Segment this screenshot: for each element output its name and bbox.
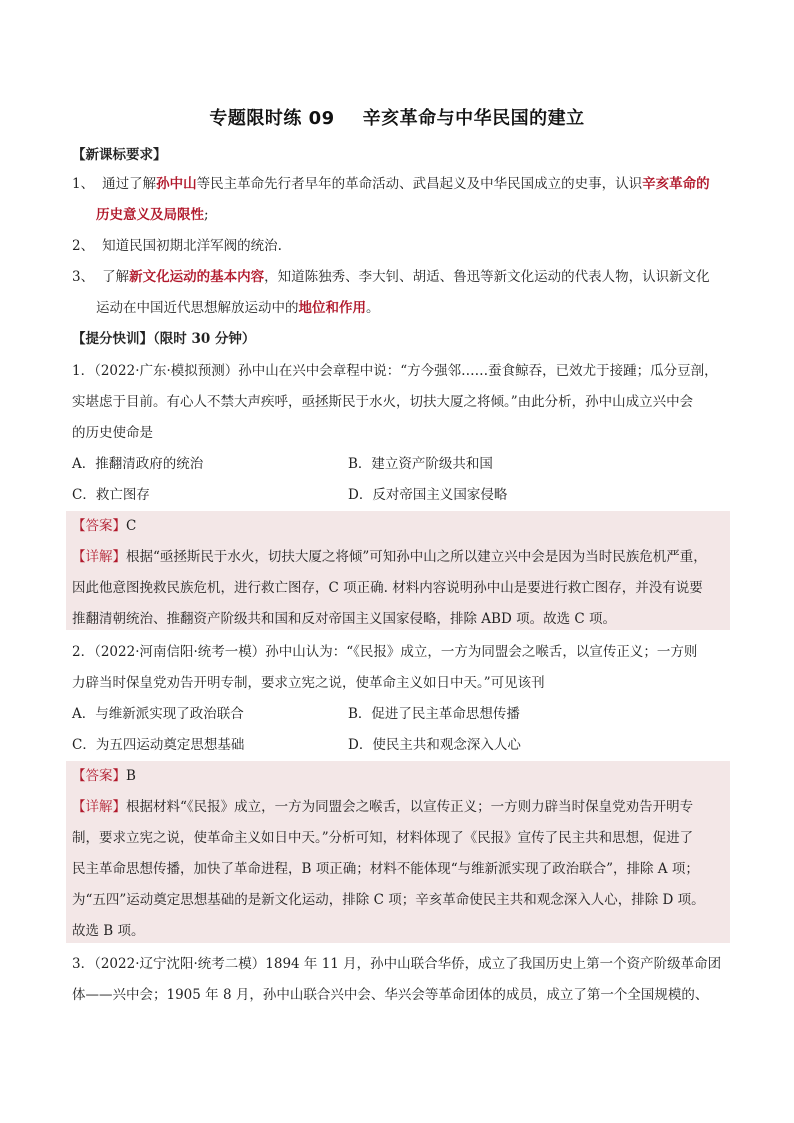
item-text: ; bbox=[204, 207, 209, 223]
question-3-line-2: 体——兴中会；1905 年 8 月，孙中山联合兴中会、华兴会等革命团体的成员，成立了第一个全国规模的、 bbox=[72, 987, 709, 1003]
highlight-text: 辛亥革命的 bbox=[642, 176, 710, 192]
detail-1-line-1 bbox=[72, 547, 707, 567]
detail-2-line-2: 制，要求立宪之说，使革命主义如日中天。”分析可知，材料体现了《民报》宣传了民主共和思想，促进了 bbox=[72, 830, 694, 846]
answer-value: B bbox=[126, 768, 136, 784]
standard-item-2 bbox=[72, 236, 282, 256]
answer-tag: 【答案】 bbox=[72, 518, 126, 534]
detail-tag: 【详解】 bbox=[72, 799, 126, 815]
answer-1 bbox=[72, 516, 136, 536]
detail-2-line-4: 为“五四”运动奠定思想基础的是新文化运动，排除 C 项；辛亥革命使民主共和观念深入人心，排除 D 项。 bbox=[72, 892, 705, 908]
highlight-text: 新文化运动的基本内容 bbox=[129, 269, 265, 285]
question-2-option-b: B．促进了民主革命思想传播 bbox=[348, 706, 520, 722]
question-2-option-c: C．为五四运动奠定思想基础 bbox=[72, 737, 245, 753]
answer-box-2 bbox=[66, 761, 730, 943]
title-sub: 辛亥革命与中华民国的建立 bbox=[362, 108, 585, 129]
title-main: 专题限时练 09 bbox=[209, 108, 335, 129]
page-title bbox=[0, 104, 794, 130]
practice-label: 【提分快训】 bbox=[72, 331, 153, 347]
standard-item-1 bbox=[72, 174, 710, 194]
item-text: 运动在中国近代思想解放运动中的 bbox=[96, 300, 299, 316]
question-2-option-d: D．使民主共和观念深入人心 bbox=[348, 737, 521, 753]
highlight-text: 孙中山 bbox=[156, 176, 197, 192]
detail-1-line-3: 推翻清朝统治、推翻资产阶级共和国和反对帝国主义国家侵略，排除 ABD 项。故选 C 项。 bbox=[72, 611, 616, 627]
item-text: 。 bbox=[366, 300, 380, 316]
practice-time: （限时 30 分钟） bbox=[153, 331, 256, 347]
answer-tag: 【答案】 bbox=[72, 768, 126, 784]
item-text: 等民主革命先行者早年的革命活动、武昌起义及中华民国成立的史事，认识 bbox=[196, 176, 643, 192]
detail-2-line-3: 民主革命思想传播，加快了革命进程，B 项正确；材料不能体现“与维新派实现了政治联合”，排除 A 项； bbox=[72, 861, 699, 877]
detail-1-line-2: 因此他意图挽救民族危机，进行救亡图存，C 项正确. 材料内容说明孙中山是要进行救亡图存，并没有说要 bbox=[72, 580, 703, 596]
detail-text: 根据“亟拯斯民于水火，切扶大厦之将倾”可知孙中山之所以建立兴中会是因为当时民族危机严重， bbox=[126, 549, 707, 565]
practice-heading bbox=[72, 329, 255, 349]
answer-value: C bbox=[126, 518, 137, 534]
question-1-option-d: D．反对帝国主义国家侵略 bbox=[348, 487, 508, 503]
detail-text: 根据材料“《民报》成立，一方为同盟会之喉舌，以宣传正义；一方则力辟当时保皇党劝告开明专 bbox=[126, 799, 694, 815]
highlight-text: 地位和作用 bbox=[298, 300, 366, 316]
question-1-line-3: 的历史使命是 bbox=[72, 425, 153, 441]
item-text: 通过了解 bbox=[102, 176, 157, 192]
question-2-option-a: A．与维新派实现了政治联合 bbox=[72, 706, 244, 722]
question-1-line-1: 1．（2022·广东·模拟预测）孙中山在兴中会章程中说：“方今强邻……蚕食鲸吞，已效尤于接踵；瓜分豆剖， bbox=[72, 363, 718, 379]
standards-heading: 【新课标要求】 bbox=[72, 147, 167, 163]
detail-tag: 【详解】 bbox=[72, 549, 126, 565]
item-text: 了解 bbox=[102, 269, 130, 285]
question-2-line-2: 力辟当时保皇党劝告开明专制，要求立宪之说，使革命主义如日中天。”可见该刊 bbox=[72, 675, 545, 691]
item-number: 2、 bbox=[72, 238, 95, 254]
question-2-line-1: 2．（2022·河南信阳·统考一模）孙中山认为：“《民报》成立，一方为同盟会之喉舌，以宣传正义；一方则 bbox=[72, 644, 698, 660]
question-1-option-a: A．推翻清政府的统治 bbox=[72, 456, 204, 472]
item-number: 1、 bbox=[72, 176, 95, 192]
highlight-text: 历史意义及局限性 bbox=[96, 207, 204, 223]
answer-2 bbox=[72, 766, 136, 786]
item-text: ，知道陈独秀、李大钊、胡适、鲁迅等新文化运动的代表人物，认识新文化 bbox=[264, 269, 710, 285]
question-1-option-c: C．救亡图存 bbox=[72, 487, 150, 503]
standard-item-1-cont bbox=[96, 205, 209, 225]
detail-2-line-1 bbox=[72, 797, 693, 817]
question-1-line-2: 实堪虑于目前。有心人不禁大声疾呼，亟拯斯民于水火，切扶大厦之将倾。”由此分析，孙中山成立兴中会 bbox=[72, 394, 694, 410]
question-3-line-1: 3．（2022·辽宁沈阳·统考二模）1894 年 11 月，孙中山联合华侨，成立了我国历史上第一个资产阶级革命团 bbox=[72, 956, 722, 972]
detail-2-line-5: 故选 B 项。 bbox=[72, 923, 145, 939]
standard-item-3-cont bbox=[96, 298, 380, 318]
item-number: 3、 bbox=[72, 269, 95, 285]
question-1-option-b: B．建立资产阶级共和国 bbox=[348, 456, 493, 472]
standard-item-3 bbox=[72, 267, 710, 287]
item-text: 知道民国初期北洋军阀的统治. bbox=[102, 238, 282, 254]
